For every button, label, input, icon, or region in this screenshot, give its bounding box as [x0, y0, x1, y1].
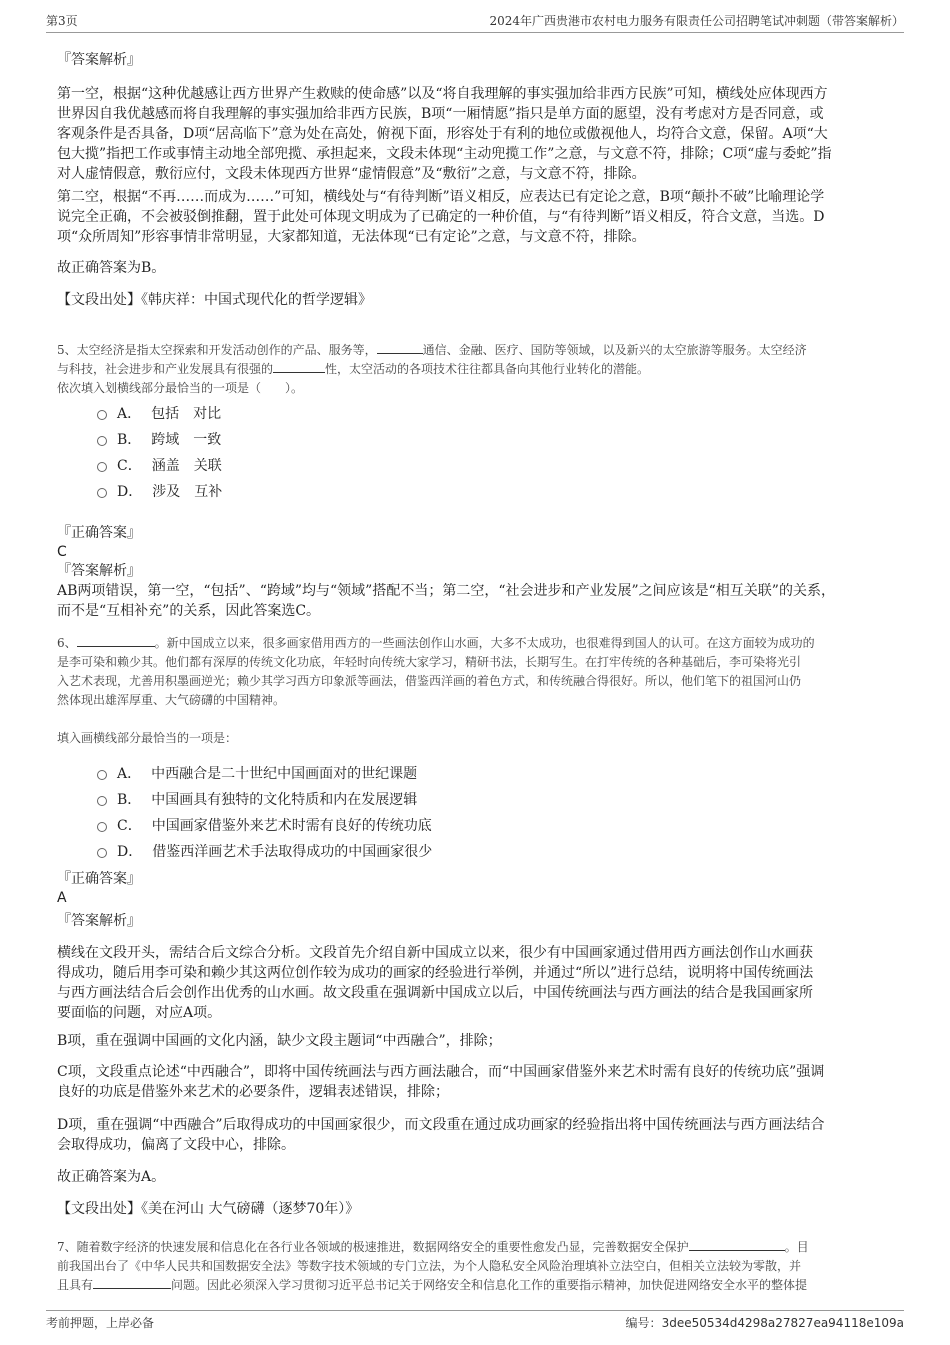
q4-source: 【文段出处】《韩庆祥：中国式现代化的哲学逻辑》	[57, 292, 372, 308]
radio-icon[interactable]	[97, 488, 107, 498]
option-c[interactable]: C． 中国画家借鉴外来艺术时需有良好的传统功底	[97, 812, 432, 838]
option-d[interactable]: D． 涉及 互补	[97, 478, 222, 504]
option-a[interactable]: A． 中西融合是二十世纪中国画面对的世纪课题	[97, 760, 432, 786]
q4-conclusion: 故正确答案为B。	[57, 260, 166, 276]
q7-question: 7、随着数字经济的快速发展和信息化在各行业各领域的极速推进，数据网络安全的重要性愈发凸显，完善数据安全保护 。目 前我国出台了《中华人民共和国数据安全法》等数字技术领域的专门立法，为个人隐私安全风险治理填补立法空白，但相关立法较为零散，并 且具有 问题。因此必须深入学习贯彻习近平总书记关于网络安全和信息化工作的重要指示精神，加快促进网络安全水平的整体提	[57, 1240, 809, 1292]
analysis-label: 『答案解析』	[57, 563, 141, 579]
fill-blank	[273, 360, 325, 373]
radio-icon[interactable]	[97, 462, 107, 472]
correct-answer: A	[57, 890, 67, 906]
q6-prompt: 填入画横线部分最恰当的一项是：	[57, 731, 238, 745]
q6-options	[97, 760, 432, 864]
page-number: 第3页	[46, 14, 78, 28]
option-b[interactable]: B． 中国画具有独特的文化特质和内在发展逻辑	[97, 786, 432, 812]
fill-blank	[689, 1238, 785, 1251]
q6-analysis-c: C项，文段重点论述“中西融合”，即将中国传统画法与西方画法融合，而“中国画家借鉴外来艺术时需有良好的传统功底”强调 良好的功底是借鉴外来艺术的必要条件，逻辑表述错误，排除；	[57, 1064, 825, 1100]
radio-icon[interactable]	[97, 436, 107, 446]
correct-answer-label: 『正确答案』	[57, 525, 141, 541]
q5-question: 5、太空经济是指太空探索和开发活动创作的产品、服务等， 通信、金融、医疗、国防等领域，以及新兴的太空旅游等服务。太空经济 与科技，社会进步和产业发展具有很强的 性，太空活动的各项技术往往都具备向其他行业转化的潜能。 依次填入划横线部分最恰当的一项是（ ）。	[57, 343, 807, 395]
q6-source: 【文段出处】《美在河山 大气磅礴（逐梦70年）》	[57, 1201, 360, 1217]
q6-conclusion: 故正确答案为A。	[57, 1169, 166, 1185]
q6-analysis-b: B项，重在强调中国画的文化内涵，缺少文段主题词“中西融合”，排除；	[57, 1033, 502, 1049]
option-d[interactable]: D． 借鉴西洋画艺术手法取得成功的中国画家很少	[97, 838, 432, 864]
radio-icon[interactable]	[97, 410, 107, 420]
footer-divider	[46, 1310, 904, 1311]
q4-para2: 第二空，根据“不再……而成为……”可知，横线处与“有待判断”语义相反，应表达已有定论之意，B项“颠扑不破”比喻理论学 说完全正确，不会被驳倒推翻，置于此处可体现文明成为了已确定的一种价值，与“有待判断”语义相反，符合文意，当选。D 项“众所周知”形容事情非常明显，大家都知道，无法体现“已有定论”之意，与文意不符，排除。	[57, 189, 825, 245]
radio-icon[interactable]	[97, 822, 107, 832]
q6-analysis-para1: 横线在文段开头，需结合后文综合分析。文段首先介绍自新中国成立以来，很少有中国画家通过借用西方画法创作山水画获 得成功，随后用李可染和赖少其这两位创作较为成功的画家的经验进行举例，并通过“所以”进行总结，说明将中国传统画法 与西方画法结合后会创作出优秀的山水画。故文段重在强调新中国成立以后，中国传统画法与西方画法的结合是我国画家所 要面临的问题，对应A项。	[57, 945, 814, 1021]
q5-answer: 『正确答案』 C 『答案解析』 AB两项错误，第一空，“包括”、“跨域”均与“领域”搭配不当；第二空，“社会进步和产业发展”之间应该是“相互关联”的关系， 而不是“互相补充”的关系，因此答案选C。	[57, 523, 893, 621]
option-c[interactable]: C． 涵盖 关联	[97, 452, 222, 478]
q4-para1: 第一空，根据“这种优越感让西方世界产生救赎的使命感”以及“将自我理解的事实强加给非西方民族”可知，横线处应体现西方 世界因自我优越感而将自我理解的事实强加给非西方民族，B项“一厢情愿”指只是单方面的愿望，没有考虑对方是否同意，或 客观条件是否具备，D项“居高临下”意为处在高处，俯视下面，形容处于有利的地位或傲视他人，均符合文意，保留。A项“大 包大揽”指把工作或事情主动地全部兜揽、承担起来，文段未体现“主动兜揽工作”之意，与文意不符，排除；C项“虚与委蛇”指 对人虚情假意，敷衍应付，文段未体现西方世界“虚情假意”及“敷衍”之意，与文意不符，排除。	[57, 86, 832, 182]
q4-analysis-label: 『答案解析』	[57, 52, 141, 68]
fill-blank	[77, 634, 155, 647]
fill-blank	[377, 341, 423, 354]
radio-icon[interactable]	[97, 796, 107, 806]
document-id: 编号：3dee50534d4298a27827ea94118e109a	[625, 1316, 904, 1330]
correct-answer: C	[57, 544, 67, 560]
header-divider	[46, 32, 904, 33]
q6-answer	[57, 869, 893, 931]
footer-slogan: 考前押题，上岸必备	[46, 1316, 155, 1330]
fill-blank	[93, 1276, 171, 1289]
analysis-label: 『答案解析』	[57, 913, 141, 929]
option-a[interactable]: A． 包括 对比	[97, 400, 222, 426]
q4-analysis	[57, 50, 893, 70]
document-title: 2024年广西贵港市农村电力服务有限责任公司招聘笔试冲刺题（带答案解析）	[489, 14, 904, 28]
q6-question: 6、 。新中国成立以来，很多画家借用西方的一些画法创作山水画，大多不太成功，也很难得到国人的认可。在这方面较为成功的 是李可染和赖少其。他们都有深厚的传统文化功底，年轻时向传统大家学习，精研书法，长期写生。在打牢传统的各种基础后，李可染将光引 入艺术表现，尤善用积墨画逆光；赖少其学习西方印象派等画法，借鉴西洋画的着色方式，和传统融合得很好。所以，他们笔下的祖国河山仍 然体现出雄浑厚重、大气磅礴的中国精神。	[57, 636, 815, 707]
option-b[interactable]: B． 跨域 一致	[97, 426, 222, 452]
q6-analysis-d: D项，重在强调“中西融合”后取得成功的中国画家很少，而文段重在通过成功画家的经验指出将中国传统画法与西方画法结合 会取得成功，偏离了文段中心，排除。	[57, 1117, 825, 1153]
radio-icon[interactable]	[97, 848, 107, 858]
q5-options	[97, 400, 222, 504]
correct-answer-label: 『正确答案』	[57, 871, 141, 887]
radio-icon[interactable]	[97, 770, 107, 780]
